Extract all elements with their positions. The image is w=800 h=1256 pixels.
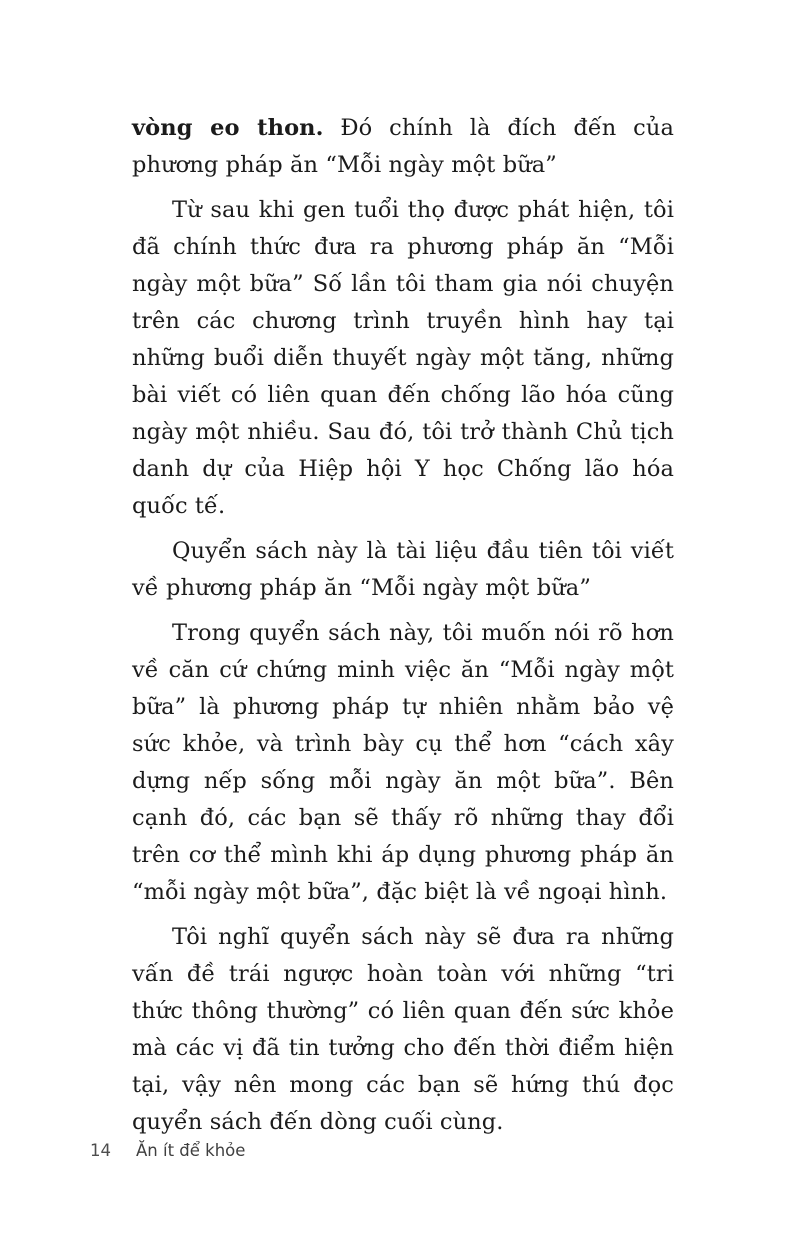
paragraph-bold-lead: vòng eo thon. bbox=[132, 115, 324, 141]
paragraph bbox=[132, 110, 674, 184]
paragraph: Quyển sách này là tài liệu đầu tiên tôi viết về phương pháp ăn “Mỗi ngày một bữa” bbox=[132, 538, 674, 601]
paragraph-text: Đó chính là đích đến của phương pháp ăn “Mỗi ngày một bữa” bbox=[132, 115, 674, 178]
page-content bbox=[132, 110, 674, 1149]
page-footer bbox=[90, 1141, 245, 1160]
book-title: Ăn ít để khỏe bbox=[136, 1141, 246, 1160]
paragraph: Trong quyển sách này, tôi muốn nói rõ hơn về căn cứ chứng minh việc ăn “Mỗi ngày một bữa” là phương pháp tự nhiên nhằm bảo vệ sức khỏe, và trình bày cụ thể hơn “cách xây dựng nếp sống mỗi ngày ăn một bữa”. Bên cạnh đó, các bạn sẽ thấy rõ những thay đổi trên cơ thể mình khi áp dụng phương pháp ăn “mỗi ngày một bữa”, đặc biệt là về ngoại hình. bbox=[132, 620, 674, 905]
paragraph: Tôi nghĩ quyển sách này sẽ đưa ra những vấn đề trái ngược hoàn toàn với những “tri thức thông thường” có liên quan đến sức khỏe mà các vị đã tin tưởng cho đến thời điểm hiện tại, vậy nên mong các bạn sẽ hứng thú đọc quyển sách đến dòng cuối cùng. bbox=[132, 924, 674, 1135]
page-number: 14 bbox=[90, 1141, 111, 1160]
paragraph: Từ sau khi gen tuổi thọ được phát hiện, tôi đã chính thức đưa ra phương pháp ăn “Mỗi ngày một bữa” Số lần tôi tham gia nói chuyện trên các chương trình truyền hình hay tại những buổi diễn thuyết ngày một tăng, những bài viết có liên quan đến chống lão hóa cũng ngày một nhiều. Sau đó, tôi trở thành Chủ tịch danh dự của Hiệp hội Y học Chống lão hóa quốc tế. bbox=[132, 197, 674, 519]
